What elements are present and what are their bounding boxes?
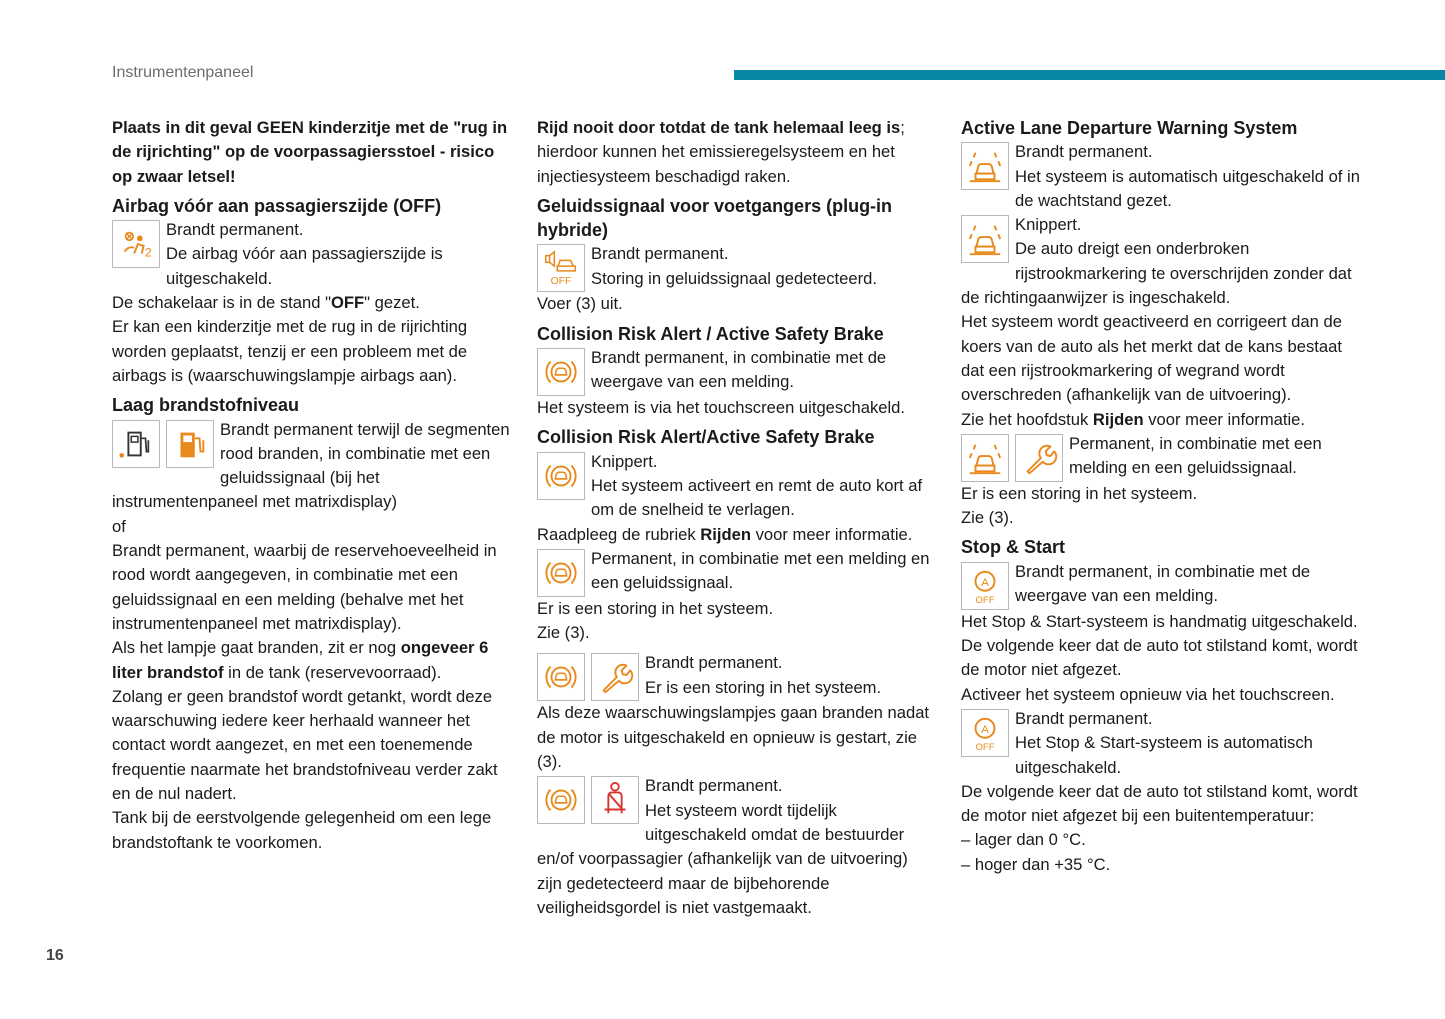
list-item: – hoger dan +35 °C.	[961, 853, 1361, 877]
stopstart-heading: Stop & Start	[961, 537, 1066, 558]
collision-alert-icon	[537, 348, 585, 396]
collision2-text-2: Het systeem activeert en remt de auto kort af om de snelheid te verlagen.	[591, 475, 923, 520]
stop-start-off-icon	[961, 709, 1009, 757]
child-seat-warning: Plaats in dit geval GEEN kinderzitje met de "rug in de rijrichting" op de voorpassagiersstoel - risico op zwaar letsel!	[112, 118, 508, 186]
wrench-icon	[1015, 434, 1063, 482]
collision1-text-2: Het systeem is via het touchscreen uitgeschakeld.	[537, 398, 906, 418]
collision2-text-11: Het systeem wordt tijdelijk uitgeschakeld omdat de bestuurder en/of voorpassagier (afhankelijk van de uitvoering) zijn gedetecteerd maar de bijbehorende veiligheidsgordel is niet vastgemaakt.	[537, 800, 908, 917]
collision1-text-1: Brandt permanent, in combinatie met de weergave van een melding.	[591, 348, 887, 392]
header-accent-bar	[734, 70, 1445, 80]
lane-departure-icon	[961, 142, 1009, 190]
lane-text-6: Zie het hoofdstuk Rijden voor meer informatie.	[961, 409, 1306, 429]
svg-text:OFF: OFF	[550, 276, 572, 288]
stop-start-off-icon	[961, 562, 1009, 610]
stopstart-text-4: Activeer het systeem opnieuw via het touchscreen.	[961, 684, 1335, 704]
fuel-heading: Laag brandstofniveau	[112, 395, 300, 416]
fuel-text-2: of	[112, 516, 126, 536]
collision2-text-8: Er is een storing in het systeem.	[645, 677, 882, 697]
stopstart-text-3: De volgende keer dat de auto tot stilstand komt, wordt de motor niet afgezet.	[961, 636, 1358, 680]
lane-departure-icon	[961, 434, 1009, 482]
list-item: – lager dan 0 °C.	[961, 828, 1361, 852]
page-number: 16	[46, 947, 64, 964]
collision2-text-1: Knippert.	[591, 451, 658, 471]
fuel-text-6: Tank bij de eerstvolgende gelegenheid om een lege brandstoftank te voorkomen.	[112, 808, 492, 852]
collision-alert-icon	[537, 549, 585, 597]
airbag-text-1: Brandt permanent.	[166, 220, 304, 240]
airbag-text-4: Er kan een kinderzitje met de rug in de rijrichting worden geplaatst, tenzij er een probleem met de airbags is (waarschuwingslampje airbags aan).	[112, 317, 468, 385]
column-middle	[537, 116, 937, 920]
column-left	[112, 116, 512, 855]
collision2-text-4: Permanent, in combinatie met een melding en een geluidssignaal.	[591, 548, 930, 593]
fuel-text-4: Als het lampje gaat branden, zit er nog ongeveer 6 liter brandstof in de tank (reservevoorraad).	[112, 638, 489, 682]
pedestrian-text-2: Storing in geluidssignaal gedetecteerd.	[591, 268, 877, 288]
lane-text-3: Knippert.	[1015, 215, 1082, 235]
lane-text-9: Zie (3).	[961, 508, 1014, 528]
temperature-list	[961, 828, 1361, 877]
lane-text-1: Brandt permanent.	[1015, 142, 1153, 162]
section-title: Instrumentenpaneel	[112, 64, 254, 81]
collision2-text-9: Als deze waarschuwingslampjes gaan branden nadat de motor is uitgeschakeld en opnieuw is gestart, zie (3).	[537, 703, 930, 772]
stopstart-text-7: De volgende keer dat de auto tot stilstand komt, wordt de motor niet afgezet bij een buitentemperatuur:	[961, 781, 1358, 826]
collision2-text-7: Brandt permanent.	[645, 653, 783, 673]
collision2-text-10: Brandt permanent.	[645, 776, 783, 796]
pedestrian-sound-off-icon	[537, 244, 585, 292]
collision-alert-icon	[537, 452, 585, 500]
pedestrian-text-3: Voer (3) uit.	[537, 294, 623, 314]
collision2-text-5: Er is een storing in het systeem.	[537, 598, 774, 618]
collision-alert-icon	[537, 776, 585, 824]
stopstart-text-2: Het Stop & Start-systeem is handmatig uitgeschakeld.	[961, 611, 1358, 631]
stopstart-text-1: Brandt permanent, in combinatie met de weergave van een melding.	[1015, 561, 1311, 606]
airbag-off-icon	[112, 220, 160, 268]
airbag-text-2: De airbag vóór aan passagierszijde is uitgeschakeld.	[166, 244, 443, 288]
fuel-text-1: Brandt permanent terwijl de segmenten rood branden, in combinatie met een geluidssignaal (bij het instrumentenpaneel met matrixdisplay)	[112, 419, 510, 512]
fuel-text-3: Brandt permanent, waarbij de reservehoeveelheid in rood wordt aangegeven, in combinatie met een geluidssignaal en een melding (behalve met het instrumentenpaneel met matrixdisplay).	[112, 541, 497, 633]
lane-text-4: De auto dreigt een onderbroken rijstrookmarkering te overschrijden zonder dat de richtingaanwijzer is ingeschakeld.	[961, 239, 1352, 308]
stopstart-text-5: Brandt permanent.	[1015, 708, 1153, 728]
lane-text-8: Er is een storing in het systeem.	[961, 483, 1198, 503]
stopstart-text-6: Het Stop & Start-systeem is automatisch uitgeschakeld.	[1015, 733, 1313, 777]
airbag-heading: Airbag vóór aan passagierszijde (OFF)	[112, 195, 442, 216]
pedestrian-heading: Geluidssignaal voor voetgangers (plug-in hybride)	[537, 195, 893, 241]
lane-heading: Active Lane Departure Warning System	[961, 118, 1298, 138]
tank-warning: Rijd nooit door totdat de tank helemaal leeg is; hierdoor kunnen het emissieregelsysteem en het injectiesysteem beschadigd raken.	[537, 118, 905, 186]
collision-heading-2: Collision Risk Alert/Active Safety Brake	[537, 427, 875, 448]
wrench-icon	[591, 653, 639, 701]
column-right	[961, 116, 1361, 877]
collision-heading-1: Collision Risk Alert / Active Safety Brake	[537, 323, 884, 344]
fuel-pump-orange-icon	[166, 420, 214, 468]
pedestrian-text-1: Brandt permanent.	[591, 244, 729, 264]
collision2-text-6: Zie (3).	[537, 623, 590, 643]
fuel-text-5: Zolang er geen brandstof wordt getankt, wordt deze waarschuwing iedere keer herhaald wanneer het contact wordt aangezet, en met een toenemende frequentie naarmate het brandstofniveau verder zakt en de nul nadert.	[112, 686, 498, 804]
lane-departure-icon	[961, 215, 1009, 263]
lane-text-7: Permanent, in combinatie met een melding en een geluidssignaal.	[1069, 433, 1322, 478]
collision-alert-icon	[537, 653, 585, 701]
collision2-text-3: Raadpleeg de rubriek Rijden voor meer informatie.	[537, 524, 913, 544]
seatbelt-icon	[591, 776, 639, 824]
lane-text-5: Het systeem wordt geactiveerd en corrigeert dan de koers van de auto als het merkt dat de kans bestaat dat een rijstrookmarkering of wegrand wordt overschreden (afhankelijk van de uitvoering).	[961, 312, 1342, 405]
svg-text:2: 2	[144, 245, 152, 260]
lane-text-2: Het systeem is automatisch uitgeschakeld of in de wachtstand gezet.	[1015, 166, 1360, 210]
airbag-text-3: De schakelaar is in de stand "OFF" gezet.	[112, 293, 420, 313]
fuel-pump-outline-icon	[112, 420, 160, 468]
